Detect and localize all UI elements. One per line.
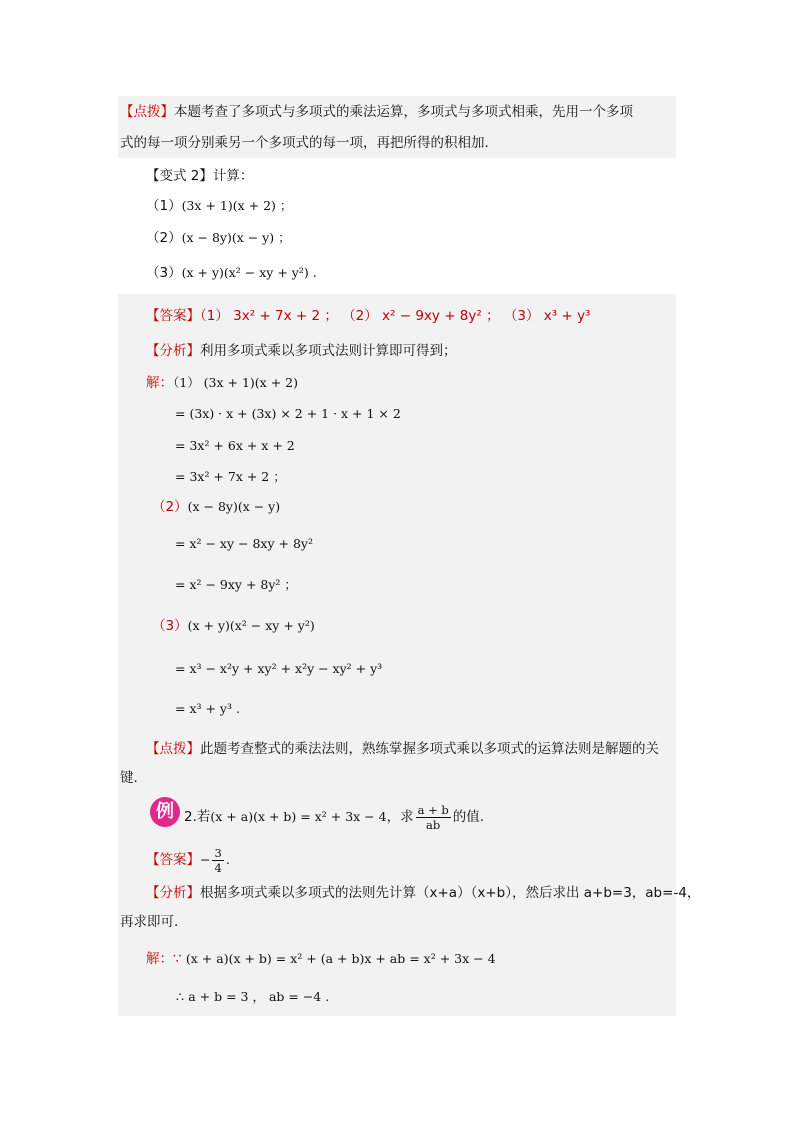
- tip2-line2: 键.: [120, 770, 138, 786]
- tip2-label: 【点拨】: [146, 741, 200, 757]
- solution1-part2-step-1: = x² − xy − 8xy + 8y²: [175, 536, 313, 551]
- answer2-line: 【答案】− $\frac{3}{4}$ .: [146, 846, 230, 875]
- answer1-line: 【答案】（1） 3x² + 7x + 2 ； （2） x² − 9xy + 8y² ； （3） x³ + y³: [146, 308, 591, 324]
- variant-item-3: （3）(x + y)(x² − xy + y²) .: [146, 265, 317, 281]
- variant-item-2: （2）(x − 8y)(x − y) ；: [146, 230, 291, 246]
- variant-title: 【变式 2】计算：: [146, 168, 254, 184]
- example-question: 2.若(x + a)(x + b) = x² + 3x − 4，求 $\frac{a + b}{ab}$ 的值.: [184, 803, 485, 832]
- solution1-part2-head: （2）(x − 8y)(x − y): [152, 499, 281, 515]
- tip1-line2: 式的每一项分别乘另一个多项式的每一项，再把所得的积相加.: [120, 135, 489, 151]
- solution1-head: 解：（1） (3x + 1)(x + 2): [146, 375, 298, 391]
- solution1-step-2: = 3x² + 6x + x + 2: [175, 438, 295, 453]
- variant-item-1: （1）(3x + 1)(x + 2) ；: [146, 198, 293, 214]
- solution1-part3-step-2: = x³ + y³ .: [175, 701, 240, 716]
- solution2-step2: ∴ a + b = 3 ， ab = −4 .: [176, 989, 330, 1004]
- analysis2-line2: 再求即可.: [120, 914, 179, 930]
- answer2-fraction: $\frac{3}{4}$: [214, 846, 222, 875]
- analysis1-line: 【分析】利用多项式乘以多项式法则计算即可得到；: [146, 343, 457, 359]
- example-badge-icon: 例: [150, 797, 180, 827]
- solution1-part3-head: （3）(x + y)(x² − xy + y²): [152, 618, 315, 634]
- solution1-part2-step-2: = x² − 9xy + 8y² ；: [175, 577, 297, 592]
- tip1-line1: [120, 103, 633, 121]
- tip1-text-1: 本题考查了多项式与多项式的乘法运算，多项式与多项式相乘，先用一个多项: [174, 104, 633, 120]
- solution1-step-1: = (3x) · x + (3x) × 2 + 1 · x + 1 × 2: [175, 406, 401, 421]
- answer1-label: 【答案】: [146, 308, 200, 324]
- solution2-step1: 解：∵ (x + a)(x + b) = x² + (a + b)x + ab = x² + 3x − 4: [146, 951, 496, 967]
- solution-block: [118, 294, 676, 1016]
- analysis2-line1: 【分析】根据多项式乘以多项式的法则先计算（x+a）（x+b），然后求出 a+b=3，ab=-4，: [146, 885, 701, 901]
- example-fraction: $\frac{a + b}{ab}$: [417, 803, 449, 832]
- analysis1-label: 【分析】: [146, 343, 200, 359]
- solution1-step-3: = 3x² + 7x + 2 ；: [175, 469, 286, 484]
- tip1-label: 【点拨】: [120, 104, 174, 120]
- solution1-part3-step-1: = x³ − x²y + xy² + x²y − xy² + y³: [175, 661, 383, 676]
- answer2-label: 【答案】: [146, 852, 200, 868]
- tip2-line1: 【点拨】此题考查整式的乘法法则，熟练掌握多项式乘以多项式的运算法则是解题的关: [146, 741, 659, 757]
- analysis2-label: 【分析】: [146, 885, 200, 901]
